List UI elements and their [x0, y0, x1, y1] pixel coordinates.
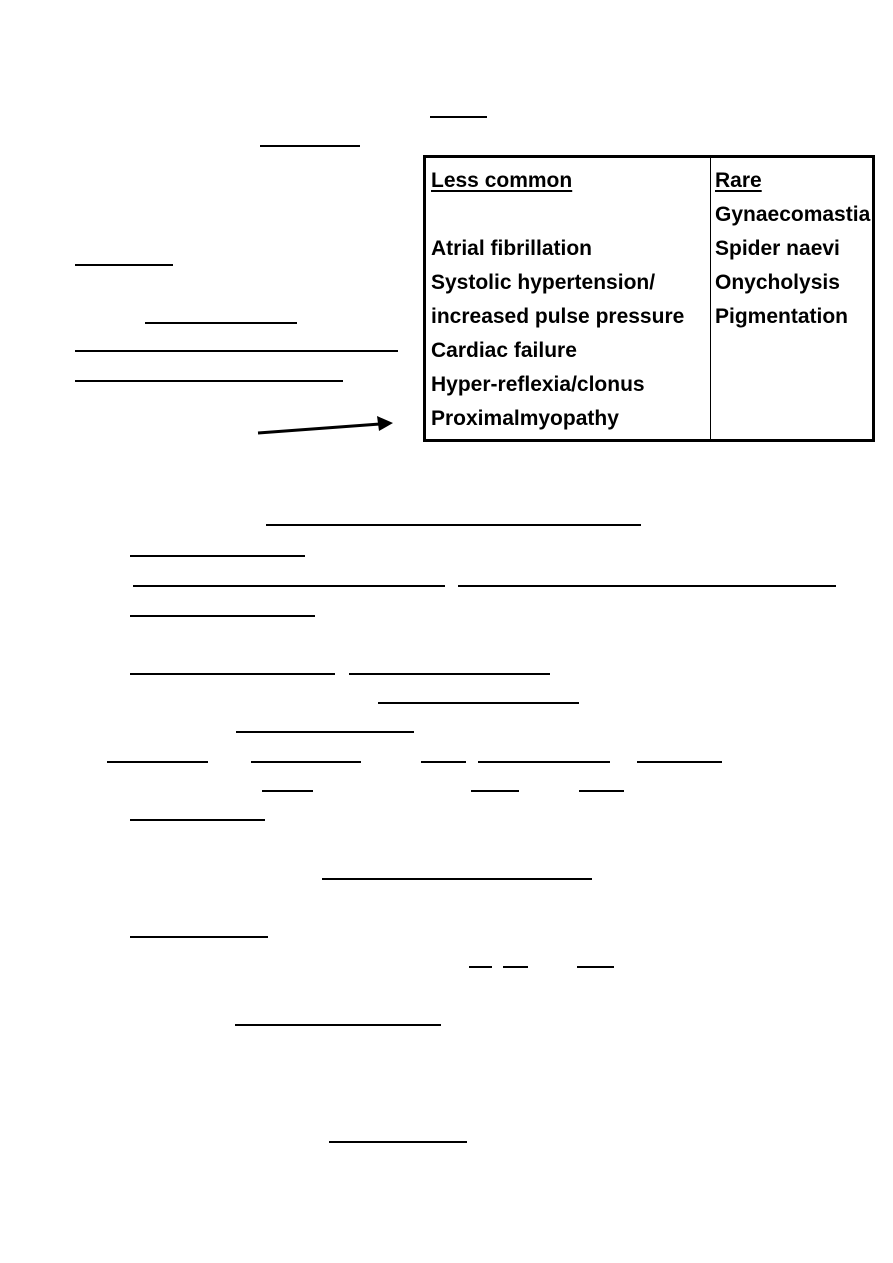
underline-rule: [133, 585, 445, 587]
underline-rule: [75, 350, 398, 352]
underline-rule: [378, 702, 579, 704]
underline-rule: [236, 731, 414, 733]
table-cell: [715, 368, 870, 402]
table-cell: [715, 334, 870, 368]
table-cell: [431, 198, 684, 232]
table-cell: Hyper-reflexia/clonus: [431, 373, 645, 396]
table-cell: Proximalmyopathy: [431, 407, 619, 430]
underline-rule: [251, 761, 361, 763]
table-cell: Gynaecomastia: [715, 203, 871, 226]
column-divider: [710, 158, 711, 439]
underline-rule: [349, 673, 550, 675]
table-cell: Spider naevi: [715, 237, 840, 260]
underline-rule: [130, 555, 305, 557]
underline-rule: [421, 761, 466, 763]
underline-rule: [478, 761, 610, 763]
underline-rule: [577, 966, 614, 968]
column-less-common: [431, 164, 684, 436]
underline-rule: [262, 790, 313, 792]
underline-rule: [579, 790, 624, 792]
table-cell: Onycholysis: [715, 271, 840, 294]
table-cell: Atrial fibrillation: [431, 237, 593, 260]
underline-rule: [260, 145, 360, 147]
underline-rule: [75, 380, 343, 382]
underline-rule: [130, 819, 265, 821]
signs-table: [423, 155, 875, 442]
underline-rule: [469, 966, 492, 968]
underline-rule: [471, 790, 519, 792]
arrow-icon: [250, 410, 400, 440]
column-header: Less common: [431, 169, 573, 192]
underline-rule: [130, 615, 315, 617]
table-cell: [715, 402, 870, 436]
underline-rule: [430, 116, 487, 118]
table-cell: Pigmentation: [715, 305, 849, 328]
underline-rule: [130, 936, 268, 938]
underline-rule: [145, 322, 297, 324]
underline-rule: [458, 585, 836, 587]
underline-rule: [266, 524, 641, 526]
underline-rule: [503, 966, 528, 968]
underline-rule: [75, 264, 173, 266]
column-rare: [715, 164, 870, 436]
underline-rule: [107, 761, 208, 763]
underline-rule: [235, 1024, 441, 1026]
arrow-shaft: [258, 424, 380, 433]
arrow-head: [377, 416, 393, 431]
table-cell: Cardiac failure: [431, 339, 577, 362]
table-cell: Systolic hypertension/: [431, 271, 656, 294]
table-cell: increased pulse pressure: [431, 305, 685, 328]
underline-rule: [322, 878, 592, 880]
column-header: Rare: [715, 169, 762, 192]
underline-rule: [130, 673, 335, 675]
underline-rule: [329, 1141, 467, 1143]
underline-rule: [637, 761, 722, 763]
